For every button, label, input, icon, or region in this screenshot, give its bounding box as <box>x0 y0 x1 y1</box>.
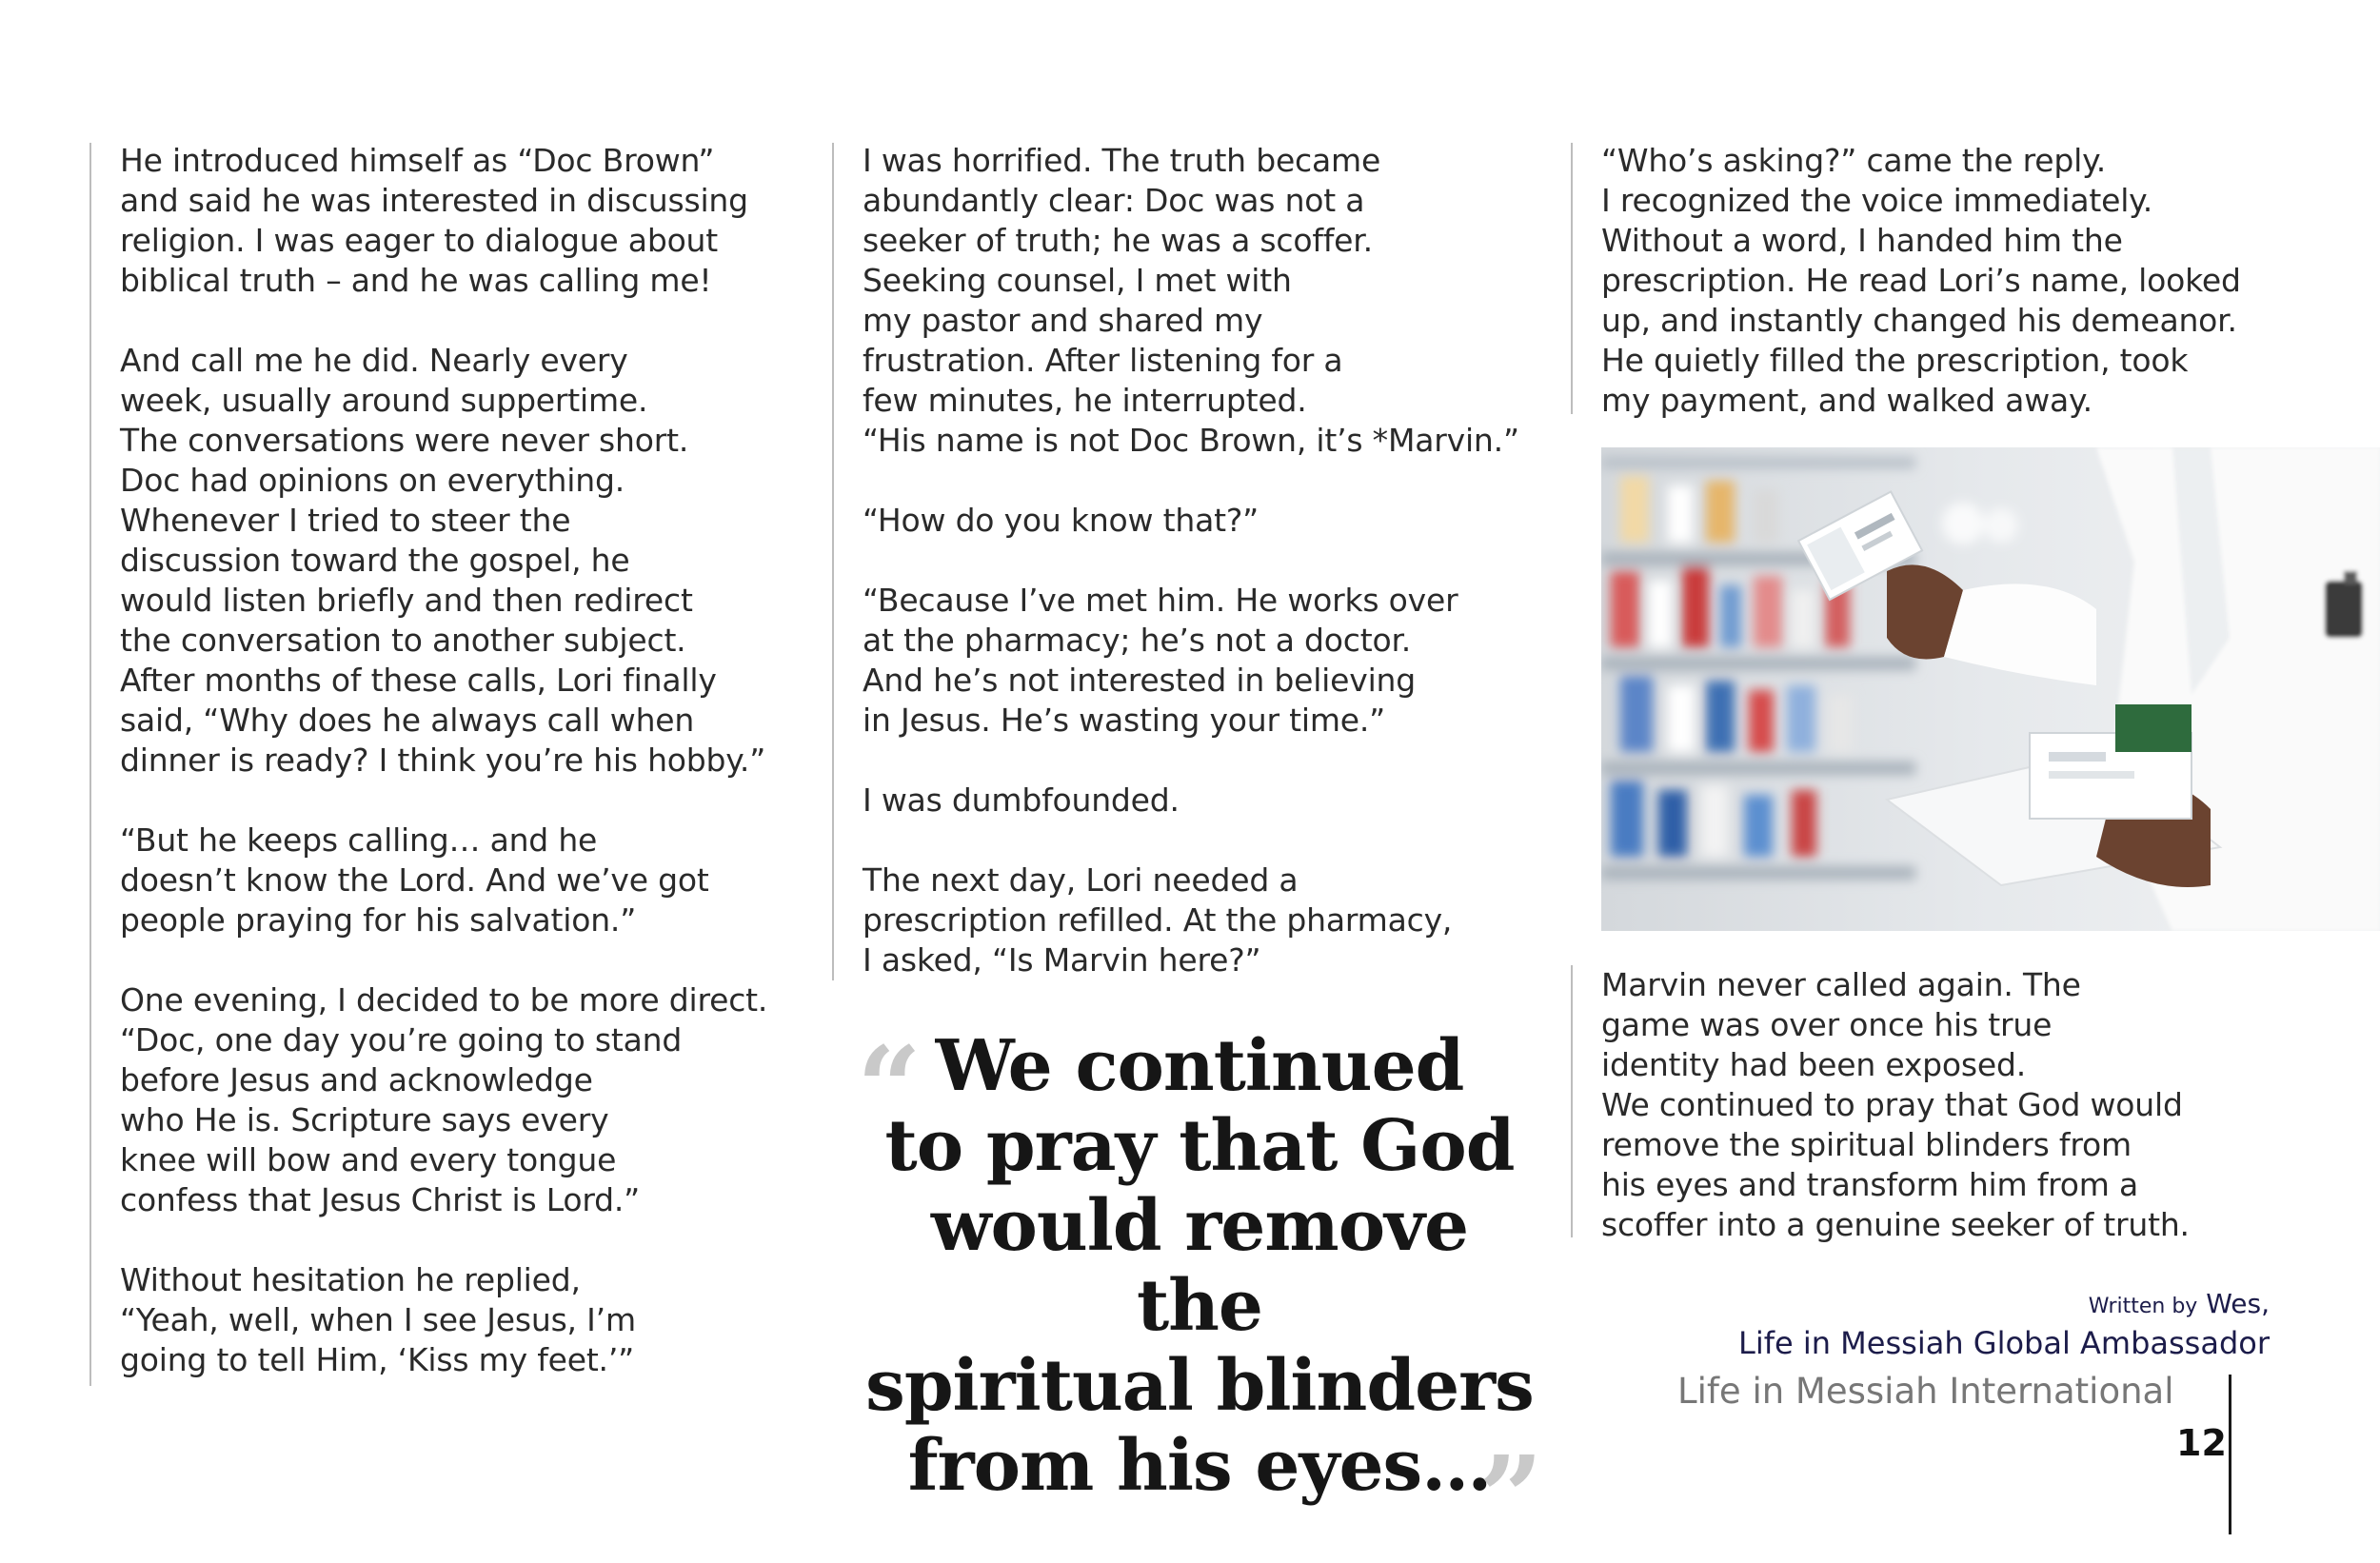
close-quote-icon: ” <box>1478 1431 1542 1563</box>
pull-quote-text: We continued to pray that God would remove the spiritual blinders from his eyes… <box>865 1025 1534 1507</box>
paragraph: He introduced himself as “Doc Brown” and said he was interested in discussing religion. I was eager to dialogue about biblical truth – and he was calling me! <box>120 142 748 299</box>
paragraph: One evening, I decided to be more direct. “Doc, one day you’re going to stand before Jesus and acknowledge who He is. Scripture says every knee will bow and every tongue confess that Jesus Christ is Lord.” <box>120 981 768 1218</box>
column-rule-4 <box>1571 965 1573 1237</box>
written-by-label: Written by <box>2088 1295 2198 1318</box>
pharmacy-photo <box>1601 447 2380 931</box>
footer-organization: Life in Messiah International <box>1677 1371 2174 1412</box>
column-rule-3 <box>1571 143 1573 414</box>
column-rule-1 <box>89 143 91 1386</box>
article-column-3 <box>1601 141 2325 461</box>
article-column-2 <box>863 141 1548 1020</box>
paragraph: “How do you know that?” <box>863 502 1259 539</box>
paragraph: “Because I’ve met him. He works over at the pharmacy; he’s not a doctor. And he’s not interested in believing in Jesus. He’s wasting your time.” <box>863 582 1458 739</box>
paragraph: “Who’s asking?” came the reply. I recognized the voice immediately. Without a word, I handed him the prescription. He read Lori’s name, looked up, and instantly changed his demeanor. He quietly filled the prescription, took my payment, and walked away. <box>1601 142 2241 419</box>
author-name: Wes, <box>2206 1288 2270 1319</box>
article-column-3-continued <box>1601 965 2325 1285</box>
paragraph: And call me he did. Nearly every week, usually around suppertime. The conversations were never short. Doc had opinions on everything. Whenever I tried to steer the discussion toward the gospel, he would listen briefly and then redirect the conversation to another subject. After months of these calls, Lori finally said, “Why does he always call when dinner is ready? I think you’re his hobby.” <box>120 342 766 779</box>
paragraph: I was dumbfounded. <box>863 782 1180 819</box>
author-role: Life in Messiah Global Ambassador <box>1737 1325 2270 1361</box>
page-number-rule <box>2229 1375 2231 1534</box>
author-byline <box>1738 1287 2270 1362</box>
paragraph: “But he keeps calling… and he doesn’t know the Lord. And we’ve got people praying for his salvation.” <box>120 821 709 939</box>
paragraph: The next day, Lori needed a prescription refilled. At the pharmacy, I asked, “Is Marvin here?” <box>863 861 1453 979</box>
paragraph: Without hesitation he replied, “Yeah, well, when I see Jesus, I’m going to tell Him, ‘Kiss my feet.’” <box>120 1261 636 1378</box>
open-quote-icon: “ <box>857 1021 921 1154</box>
paragraph: I was horrified. The truth became abundantly clear: Doc was not a seeker of truth; he was a scoffer. Seeking counsel, I met with my pastor and shared my frustration. After listening for a few minutes, he interrupted. “His name is not Doc Brown, it’s *Marvin.” <box>863 142 1519 459</box>
paragraph: Marvin never called again. The game was over once his true identity had been exposed. We continued to pray that God would remove the spiritual blinders from his eyes and transform him from a scoffer into a genuine seeker of truth. <box>1601 966 2190 1243</box>
pull-quote <box>857 1021 1542 1563</box>
article-column-1 <box>120 141 805 1420</box>
column-rule-2 <box>832 143 834 980</box>
page-number: 12 <box>2176 1422 2227 1464</box>
